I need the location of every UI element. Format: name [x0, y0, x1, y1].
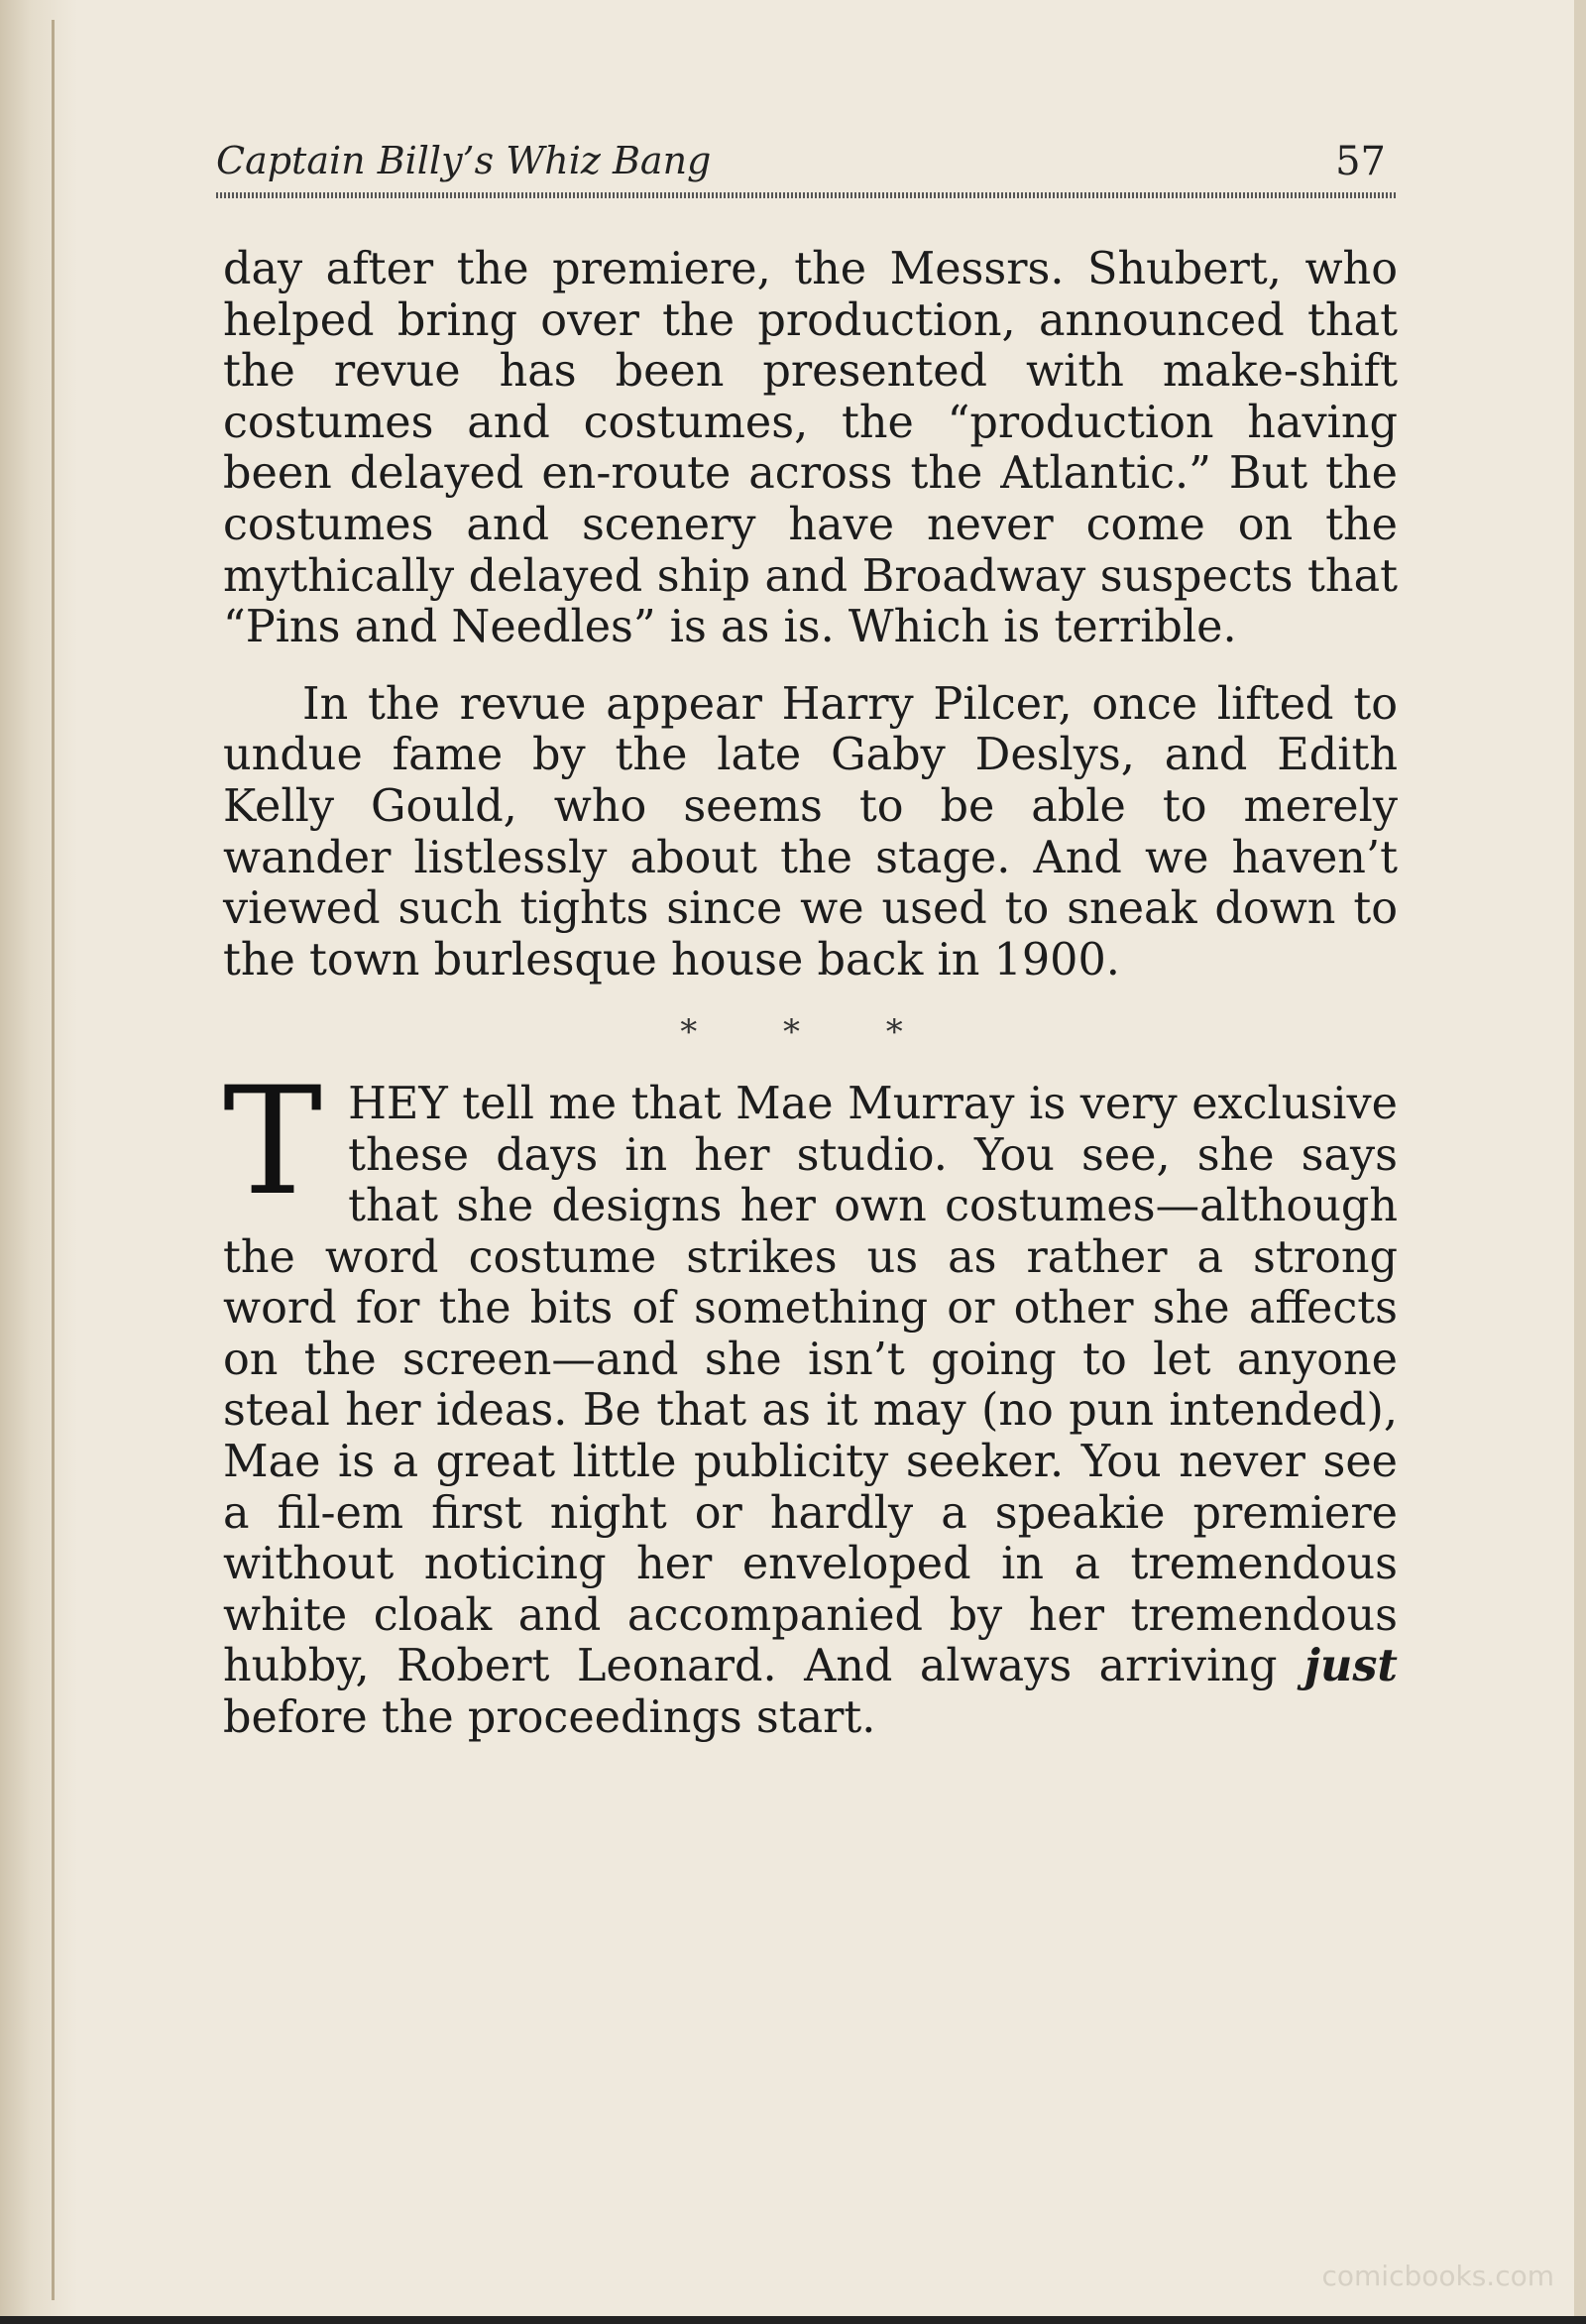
running-title: Captain Billy’s Whiz Bang — [216, 139, 712, 182]
paragraph-3-text: HEY tell me that Mae Murray is very exclusive these days in her studio. You see, she says that she designs her own costumes—although the word costume strikes us as rather a strong word for the bits of something or other she affects on the screen—and she isn’t going to let anyone steal her ideas. Be that as it may (no pun intended), Mae is a great little publicity seeker. You never see a fil-em first night or hardly a speakie premiere without noticing her enveloped in a tremendous white cloak and accompanied by her tremendous hubby, Robert Leonard. And always arriving — [223, 1078, 1398, 1692]
page-bottom-edge — [0, 2316, 1586, 2324]
page-right-edge — [1574, 0, 1586, 2324]
site-watermark: comicbooks.com — [1321, 2260, 1554, 2292]
spine-fold-line — [52, 20, 55, 2300]
emphasis-just: just — [1303, 1640, 1398, 1692]
section-separator: * * * — [680, 1012, 941, 1053]
page-spine — [0, 0, 77, 2324]
paragraph-3 — [223, 1055, 1398, 1744]
paragraph-3-end: before the proceedings start. — [223, 1692, 876, 1744]
paragraph-2: In the revue appear Harry Pilcer, once lifted to undue fame by the late Gaby Deslys, and Edith Kelly Gould, who seems to be able to merely wander listlessly about the stage. And we haven’t viewed such tights since we used to sneak down to the town burlesque house back in 1900. — [223, 678, 1398, 986]
page-number: 57 — [1335, 139, 1386, 184]
paragraph-1: day after the premiere, the Messrs. Shubert, who helped bring over the production, announced that the revue has been presented with make-shift costumes and costumes, the “production having been delayed en-route across the Atlantic.” But the costumes and scenery have never come on the mythically delayed ship and Broadway suspects that “Pins and Needles” is as is. Which is terrible. — [223, 244, 1398, 653]
page-header — [216, 139, 1396, 184]
article-body — [223, 244, 1398, 1744]
drop-cap: T — [223, 1055, 323, 1228]
header-rule — [216, 192, 1398, 198]
